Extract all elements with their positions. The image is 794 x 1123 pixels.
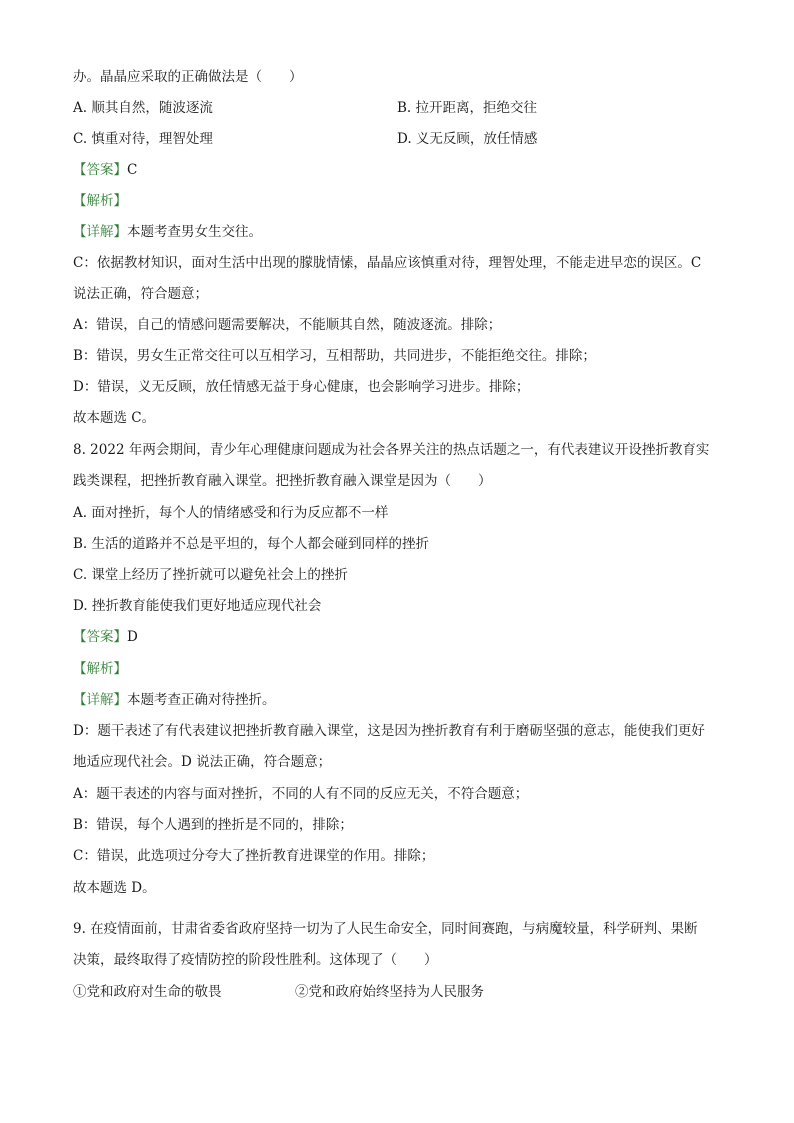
q8-analysis-line: C：错误，此选项过分夸大了挫折教育进课堂的作用。排除；	[73, 848, 435, 864]
q8-analysis-line: 地适应现代社会。D 说法正确，符合题意；	[73, 754, 332, 770]
q7-answer: C	[127, 162, 138, 178]
q7-stem-tail: 办。晶晶应采取的正确做法是（ ）	[73, 69, 303, 85]
q8-option-b: B. 生活的道路并不总是平坦的，每个人都会碰到同样的挫折	[73, 536, 430, 552]
q8-analysis-line: D：题干表述了有代表建议把挫折教育融入课堂，这是因为挫折教育有利于磨砺坚强的意志，能使我们更好	[73, 723, 705, 739]
analysis-tag: 【解析】	[73, 193, 127, 209]
q8-option-a: A. 面对挫折，每个人的情绪感受和行为反应都不一样	[73, 505, 389, 521]
q7-analysis-line: B：错误，男女生正常交往可以互相学习，互相帮助，共同进步，不能拒绝交往。排除；	[73, 348, 596, 364]
q7-answer-row	[73, 160, 137, 180]
q8-detail-text: 本题考查正确对待挫折。	[127, 692, 276, 708]
q7-option-b: B. 拉开距离，拒绝交往	[397, 100, 538, 116]
detail-tag: 【详解】	[73, 224, 127, 240]
q8-conclusion: 故本题选 D。	[73, 880, 156, 896]
q8-answer-row	[73, 627, 138, 647]
q7-analysis-line: A：错误，自己的情感问题需要解决，不能顺其自然，随波逐流。排除；	[73, 317, 502, 333]
q7-analysis-line: C：依据教材知识，面对生活中出现的朦胧情愫，晶晶应该慎重对待，理智处理，不能走进早恋的误区。C	[73, 255, 702, 271]
q7-option-a: A. 顺其自然，随波逐流	[73, 100, 213, 116]
q8-analysis-tag	[73, 659, 127, 679]
answer-tag: 【答案】	[73, 629, 127, 645]
q8-stem-line: 践类课程，把挫折教育融入课堂。把挫折教育融入课堂是因为（ ）	[73, 473, 492, 489]
q7-detail-row	[73, 222, 262, 242]
q8-option-d: D. 挫折教育能使我们更好地适应现代社会	[73, 598, 322, 614]
analysis-tag: 【解析】	[73, 661, 127, 677]
q8-answer: D	[127, 629, 138, 645]
q7-analysis-tag	[73, 191, 127, 211]
answer-tag: 【答案】	[73, 162, 127, 178]
q8-option-c: C. 课堂上经历了挫折就可以避免社会上的挫折	[73, 567, 348, 583]
q8-detail-row	[73, 690, 276, 710]
q8-analysis-line: A：题干表述的内容与面对挫折，不同的人有不同的反应无关，不符合题意；	[73, 786, 529, 802]
detail-tag: 【详解】	[73, 692, 127, 708]
q7-detail-text: 本题考查男女生交往。	[127, 224, 262, 240]
q9-item-1: ①党和政府对生命的敬畏	[73, 984, 222, 1000]
q9-stem-line: 9. 在疫情面前，甘肃省委省政府坚持一切为了人民生命安全，同时间赛跑，与病魔较量，科学研判、果断	[73, 921, 698, 937]
q7-option-c: C. 慎重对待，理智处理	[73, 131, 213, 147]
q9-item-2: ②党和政府始终坚持为人民服务	[295, 984, 484, 1000]
q7-conclusion: 故本题选 C。	[73, 410, 156, 426]
q9-stem-line: 决策，最终取得了疫情防控的阶段性胜利。这体现了（ ）	[73, 952, 438, 968]
q7-analysis-line: 说法正确，符合题意；	[73, 286, 208, 302]
q8-stem-line: 8. 2022 年两会期间，青少年心理健康问题成为社会各界关注的热点话题之一，有代表建议开设挫折教育实	[73, 442, 710, 458]
q8-analysis-line: B：错误，每个人遇到的挫折是不同的，排除；	[73, 817, 353, 833]
q7-option-d: D. 义无反顾，放任情感	[397, 131, 538, 147]
q7-analysis-line: D：错误，义无反顾，放任情感无益于身心健康，也会影响学习进步。排除；	[73, 379, 530, 395]
